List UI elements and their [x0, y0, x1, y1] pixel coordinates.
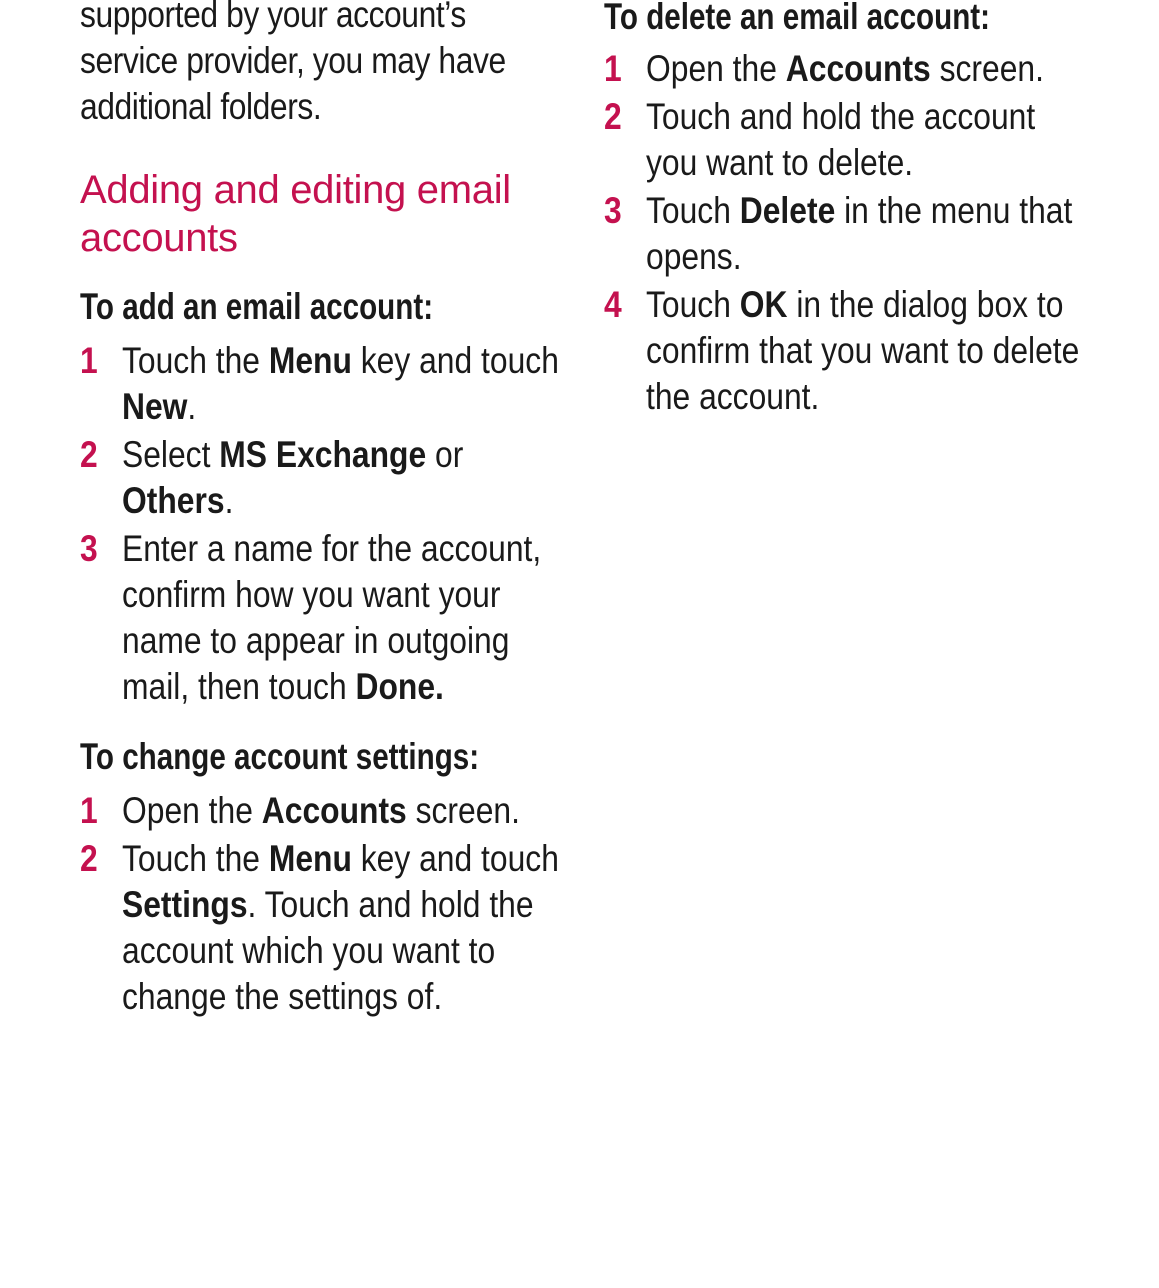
step-item — [604, 282, 1104, 420]
step-text — [646, 282, 1080, 420]
step-item — [604, 188, 1104, 280]
step-keyword: OK — [739, 284, 788, 325]
step-number: 3 — [604, 190, 622, 231]
step-line — [122, 384, 507, 430]
step-keyword: Settings — [122, 884, 248, 925]
step-line — [122, 618, 510, 664]
step-item — [80, 432, 570, 524]
step-line — [122, 432, 507, 478]
step-text — [646, 46, 1044, 92]
step-line-text: or — [426, 434, 464, 475]
step-line-text: key and touch — [351, 340, 559, 381]
step-line — [122, 836, 559, 882]
step-keyword: New — [122, 386, 188, 427]
step-line-text: Touch the — [122, 838, 269, 879]
step-line — [646, 374, 1040, 420]
step-text — [122, 432, 507, 524]
step-line-text: you want to delete. — [646, 142, 914, 183]
step-line — [646, 282, 1064, 328]
delete-account-steps — [604, 46, 1104, 420]
step-item — [80, 836, 570, 1020]
intro-line: service provider, you may have — [80, 40, 506, 81]
step-keyword: Others — [122, 480, 225, 521]
step-line — [122, 526, 542, 572]
delete-account-heading: To delete an email account: — [604, 0, 990, 37]
step-item — [80, 338, 570, 430]
step-line — [122, 882, 534, 928]
intro-line: additional folders. — [80, 86, 322, 127]
step-line-text: key and touch — [351, 838, 559, 879]
step-line-text: account which you want to — [122, 930, 496, 971]
change-settings-heading: To change account settings: — [80, 736, 480, 777]
step-line — [122, 664, 507, 710]
step-text — [122, 788, 520, 834]
step-line — [122, 974, 507, 1020]
add-account-steps — [80, 338, 570, 710]
step-line-text: mail, then touch — [122, 666, 356, 707]
step-line — [646, 46, 1044, 92]
step-line — [646, 234, 1040, 280]
step-number: 1 — [604, 48, 622, 89]
step-keyword: MS Exchange — [219, 434, 427, 475]
step-line-text: screen. — [930, 48, 1044, 89]
step-text — [122, 836, 559, 1020]
step-number: 1 — [80, 790, 98, 831]
step-line — [646, 94, 1040, 140]
step-line-text: confirm that you want to delete — [646, 330, 1080, 371]
step-keyword: Done. — [355, 666, 444, 707]
step-keyword: Accounts — [261, 790, 407, 831]
step-line-text: change the settings of. — [122, 976, 443, 1017]
step-line-text: Open the — [646, 48, 786, 89]
step-line — [122, 928, 507, 974]
step-line-text: Enter a name for the account, — [122, 528, 542, 569]
step-line-text: Touch — [646, 190, 740, 231]
step-line-text: screen. — [406, 790, 520, 831]
step-item — [604, 94, 1104, 186]
step-line-text: opens. — [646, 236, 742, 277]
step-text — [122, 526, 542, 710]
step-item — [80, 526, 570, 710]
step-number: 2 — [604, 96, 622, 137]
section-title-line: accounts — [80, 216, 238, 260]
step-line — [122, 572, 507, 618]
step-number: 3 — [80, 528, 98, 569]
add-account-heading: To add an email account: — [80, 286, 434, 327]
intro-paragraph — [80, 0, 506, 130]
step-line-text: confirm how you want your — [122, 574, 501, 615]
step-line-text: . — [224, 480, 234, 521]
step-line-text: Select — [122, 434, 220, 475]
left-column — [80, 0, 570, 1022]
step-line-text: Open the — [122, 790, 262, 831]
step-text — [122, 338, 559, 430]
step-line-text: in the dialog box to — [787, 284, 1064, 325]
step-line-text: Touch the — [122, 340, 269, 381]
step-item — [80, 788, 570, 834]
step-line — [122, 338, 559, 384]
step-line-text: Touch — [646, 284, 740, 325]
step-text — [646, 188, 1073, 280]
step-line-text: Touch and hold the account — [646, 96, 1036, 137]
step-line — [646, 328, 1080, 374]
change-settings-steps — [80, 788, 570, 1020]
step-keyword: Delete — [739, 190, 836, 231]
step-number: 1 — [80, 340, 98, 381]
step-line-text: in the menu that — [835, 190, 1073, 231]
step-line — [646, 140, 1040, 186]
step-number: 4 — [604, 284, 622, 325]
section-title — [80, 166, 570, 262]
step-keyword: Accounts — [785, 48, 931, 89]
step-keyword: Menu — [268, 838, 352, 879]
step-number: 2 — [80, 838, 98, 879]
step-keyword: Menu — [268, 340, 352, 381]
step-line — [122, 478, 507, 524]
right-column — [604, 0, 1104, 422]
step-line-text: . Touch and hold the — [247, 884, 534, 925]
step-line-text: name to appear in outgoing — [122, 620, 510, 661]
step-line — [122, 788, 520, 834]
step-text — [646, 94, 1040, 186]
step-item — [604, 46, 1104, 92]
step-line-text: . — [187, 386, 197, 427]
section-title-line: Adding and editing email — [80, 168, 511, 212]
step-line-text: the account. — [646, 376, 820, 417]
step-line — [646, 188, 1073, 234]
step-number: 2 — [80, 434, 98, 475]
intro-line: supported by your account’s — [80, 0, 466, 35]
